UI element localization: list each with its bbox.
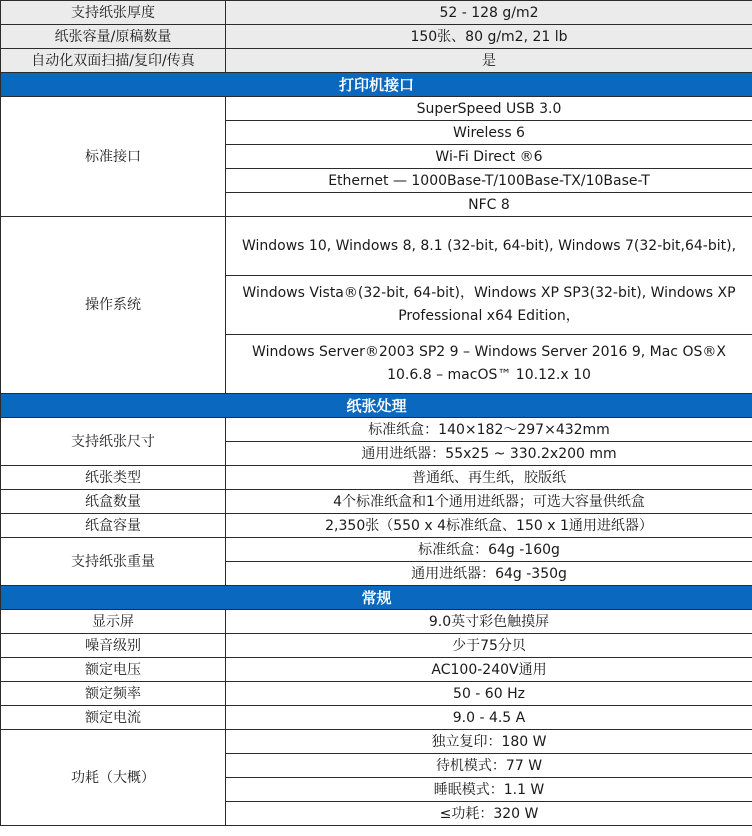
spec-label-noise: 噪音级别 [1,634,226,658]
spec-value: AC100-240V通用 [226,658,752,682]
table-row [1,490,752,514]
table-row [1,1,752,25]
spec-value: 标准纸盒：64g -160g [226,538,752,562]
section-title: 常规 [1,586,752,610]
spec-value: 标准纸盒：140×182～297×432mm [226,418,752,442]
spec-value: 通用进纸器：64g -350g [226,562,752,586]
spec-value: Windows Vista®(32-bit, 64-bit)，Windows XP SP3(32-bit), Windows XP Professional x64 Edition， [226,276,752,335]
spec-value-duplex: 是 [226,49,752,73]
spec-label-paper-type: 纸张类型 [1,466,226,490]
spec-value: 9.0英寸彩色触摸屏 [226,610,752,634]
spec-value: 普通纸、再生纸，胶版纸 [226,466,752,490]
section-title: 打印机接口 [1,73,752,97]
spec-value: ≤功耗：320 W [226,802,752,826]
spec-label-power: 功耗（大概） [1,730,226,826]
spec-value: Wi-Fi Direct ®6 [226,145,752,169]
table-row [1,730,752,754]
spec-label-paper-thickness: 支持纸张厚度 [1,1,226,25]
spec-label-tray-count: 纸盒数量 [1,490,226,514]
spec-value: 4个标准纸盒和1个通用进纸器；可选大容量供纸盒 [226,490,752,514]
table-row [1,706,752,730]
table-row [1,217,752,276]
section-header-interface [1,73,752,97]
spec-label-voltage: 额定电压 [1,658,226,682]
table-row [1,610,752,634]
spec-value: 待机模式：77 W [226,754,752,778]
spec-value: 2,350张（550 x 4标准纸盒、150 x 1通用进纸器） [226,514,752,538]
spec-label-duplex: 自动化双面扫描/复印/传真 [1,49,226,73]
table-row [1,514,752,538]
spec-label-standard-interface: 标准接口 [1,97,226,217]
spec-label-paper-size: 支持纸张尺寸 [1,418,226,466]
spec-label-paper-capacity: 纸张容量/原稿数量 [1,25,226,49]
spec-value: 独立复印：180 W [226,730,752,754]
spec-value: 少于75分贝 [226,634,752,658]
spec-value: SuperSpeed USB 3.0 [226,97,752,121]
table-row [1,466,752,490]
table-row [1,25,752,49]
table-row [1,538,752,562]
section-header-general [1,586,752,610]
spec-value: Wireless 6 [226,121,752,145]
spec-value-paper-capacity: 150张、80 g/m2, 21 lb [226,25,752,49]
section-header-paper [1,394,752,418]
spec-value: NFC 8 [226,193,752,217]
spec-label-os: 操作系统 [1,217,226,394]
table-row [1,97,752,121]
spec-label-current: 额定电流 [1,706,226,730]
spec-value: Windows 10, Windows 8, 8.1 (32-bit, 64-bit), Windows 7(32-bit,64-bit), [226,217,752,276]
spec-value: 50 - 60 Hz [226,682,752,706]
section-title: 纸张处理 [1,394,752,418]
spec-value: 9.0 - 4.5 A [226,706,752,730]
table-row [1,634,752,658]
spec-label-frequency: 额定频率 [1,682,226,706]
table-row [1,658,752,682]
spec-label-paper-weight: 支持纸张重量 [1,538,226,586]
spec-value: 睡眠模式：1.1 W [226,778,752,802]
spec-value: 通用进纸器：55x25 ~ 330.2x200 mm [226,442,752,466]
spec-value-paper-thickness: 52 - 128 g/m2 [226,1,752,25]
table-row [1,418,752,442]
spec-label-display: 显示屏 [1,610,226,634]
spec-value: Ethernet — 1000Base-T/100Base-TX/10Base-T [226,169,752,193]
table-row [1,49,752,73]
spec-label-tray-capacity: 纸盒容量 [1,514,226,538]
table-row [1,682,752,706]
spec-value: Windows Server®2003 SP2 9 – Windows Server 2016 9, Mac OS®X 10.6.8 – macOS™ 10.12.x 10 [226,335,752,394]
